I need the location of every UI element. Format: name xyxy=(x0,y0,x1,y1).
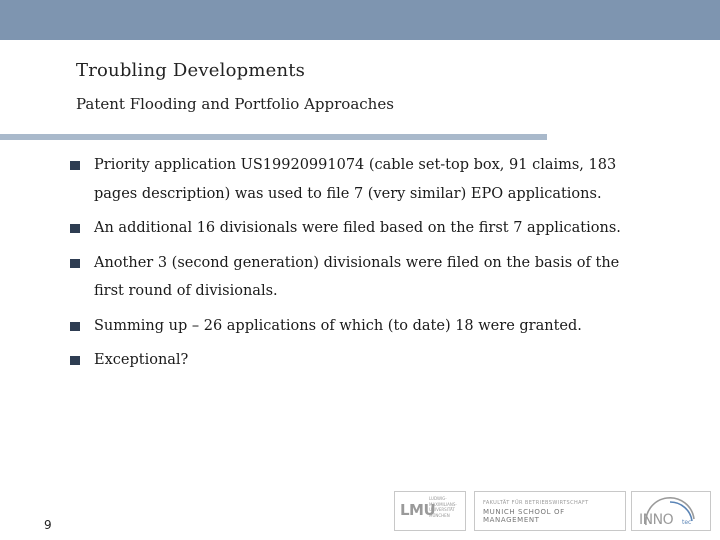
bullet-item xyxy=(68,312,638,341)
msm-name-line1: MUNICH SCHOOL OF xyxy=(483,508,565,516)
slide-title: Troubling Developments xyxy=(76,60,306,81)
bullet-text: Priority application US19920991074 (cable set-top box, 91 claims, 183 pages description) was used to file 7 (very similar) EPO applications. xyxy=(94,157,617,202)
bullet-text: Summing up – 26 applications of which (to date) 18 were granted. xyxy=(94,317,582,334)
msm-name xyxy=(483,508,565,524)
munich-school-of-management-logo xyxy=(474,491,626,531)
innotec-logo xyxy=(631,491,711,531)
square-bullet-icon xyxy=(70,161,80,170)
innotec-suffix: tec xyxy=(682,519,692,526)
innotec-mark: INNO xyxy=(639,512,674,528)
title-divider xyxy=(0,134,547,140)
bullet-item xyxy=(68,249,638,306)
square-bullet-icon xyxy=(70,259,80,268)
bullet-item xyxy=(68,214,638,243)
top-header-band xyxy=(0,0,720,40)
bullet-text: Exceptional? xyxy=(94,352,189,368)
square-bullet-icon xyxy=(70,224,80,233)
lmu-logo-side-text: LUDWIG- MAXIMILIANS- UNIVERSITÄT MÜNCHEN xyxy=(429,496,457,518)
bullet-text: An additional 16 divisionals were filed based on the first 7 applications. xyxy=(94,220,621,236)
lmu-logo-mark: LMU xyxy=(400,501,436,519)
lmu-logo xyxy=(394,491,466,531)
page-number: 9 xyxy=(44,518,52,532)
bullet-text: Another 3 (second generation) divisionals were filed on the basis of the first round of divisionals. xyxy=(94,254,620,299)
square-bullet-icon xyxy=(70,356,80,365)
msm-faculty-text: FAKULTÄT FÜR BETRIEBSWIRTSCHAFT xyxy=(483,500,589,506)
bullet-item xyxy=(68,151,638,208)
msm-name-line2: MANAGEMENT xyxy=(483,516,540,524)
bullet-item xyxy=(68,346,638,375)
bullet-list xyxy=(68,151,638,381)
slide-subtitle: Patent Flooding and Portfolio Approaches xyxy=(76,95,394,113)
square-bullet-icon xyxy=(70,322,80,331)
